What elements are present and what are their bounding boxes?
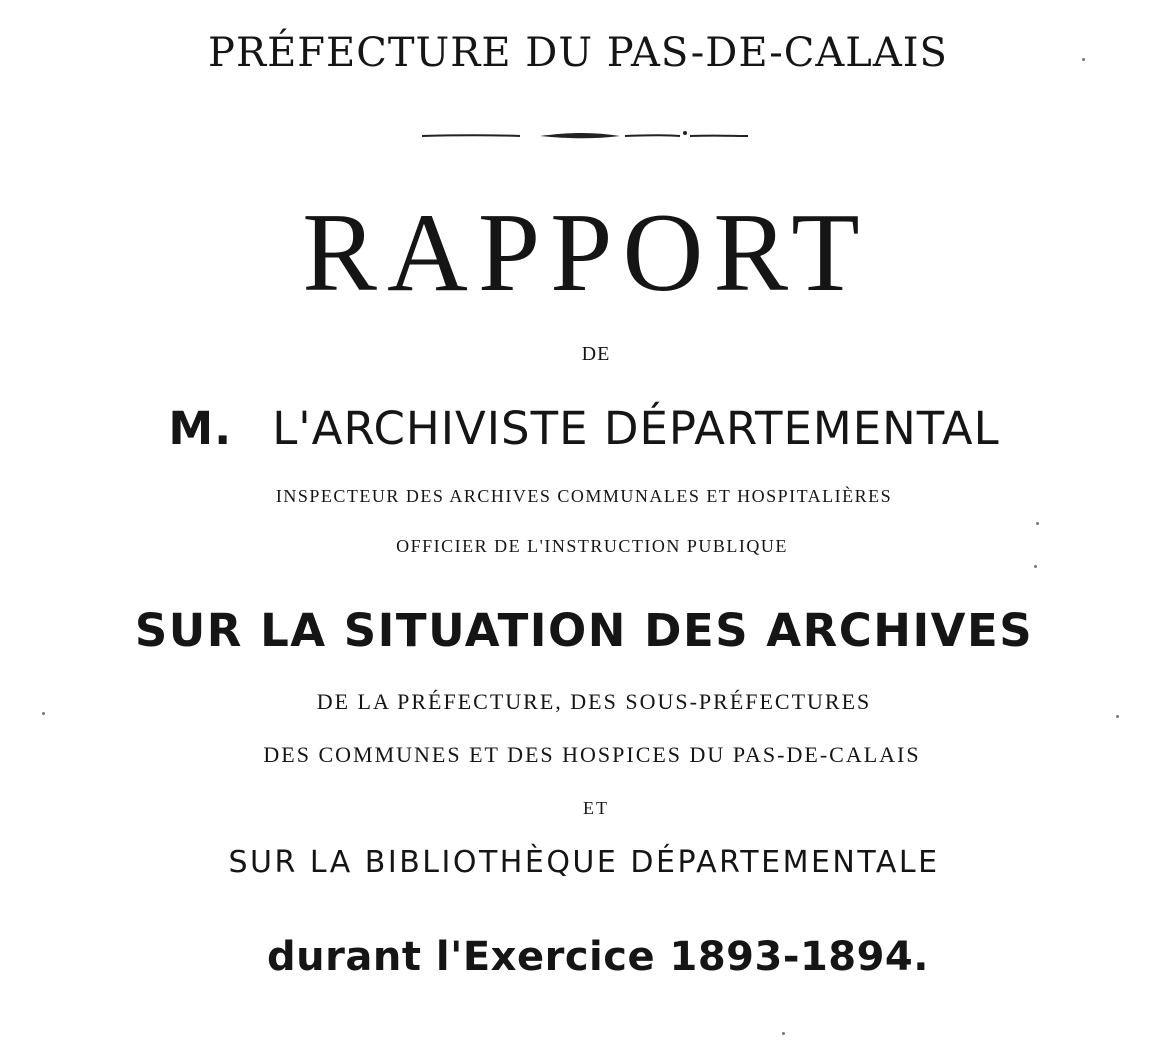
scan-speck [1082, 58, 1085, 61]
subject-line-communes: DES COMMUNES ET DES HOSPICES DU PAS-DE-CALAIS [263, 742, 921, 767]
subject-line-prefectures: DE LA PRÉFECTURE, DES SOUS-PRÉFECTURES [316, 689, 872, 714]
subject-library: SUR LA BIBLIOTHÈQUE DÉPARTEMENTALE [228, 845, 940, 880]
scan-speck [782, 1032, 785, 1035]
prefecture-heading: PRÉFECTURE DU PAS-DE-CALAIS [208, 30, 948, 76]
exercise-period: durant l'Exercice 1893-1894. [267, 934, 929, 980]
scan-speck [1036, 522, 1039, 525]
de-label: DE [581, 343, 611, 365]
conjunction: ET [583, 798, 609, 818]
author-role-officer: OFFICIER DE L'INSTRUCTION PUBLIQUE [396, 536, 788, 556]
scan-speck [1116, 715, 1119, 718]
scan-speck [42, 712, 45, 715]
author-role-inspector: INSPECTEUR DES ARCHIVES COMMUNALES ET HOSPITALIÈRES [275, 486, 893, 506]
subject-heading: SUR LA SITUATION DES ARCHIVES [134, 604, 1034, 657]
report-title: RAPPORT [302, 191, 870, 315]
author-line [0, 402, 1168, 456]
ornamental-divider [420, 126, 750, 146]
author-prefix: M. [168, 402, 233, 455]
scan-speck [1034, 565, 1037, 568]
author-title: L'ARCHIVISTE DÉPARTEMENTAL [272, 402, 1000, 455]
